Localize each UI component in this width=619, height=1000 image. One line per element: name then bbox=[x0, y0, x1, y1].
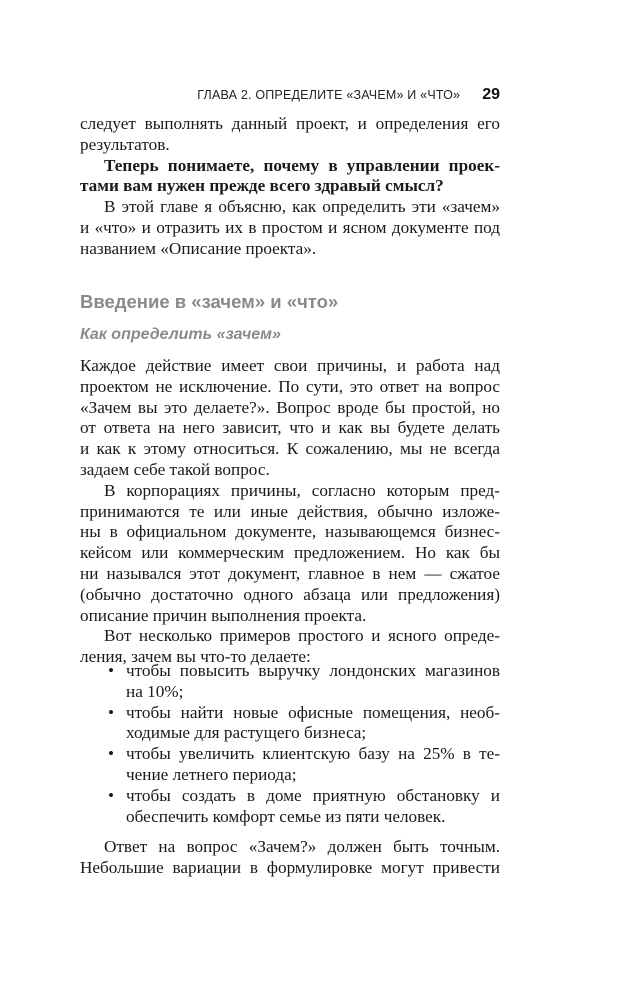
bullet-list bbox=[80, 661, 500, 827]
text-line: проектом не исключение. По сути, это ответ на вопрос bbox=[80, 376, 500, 396]
text-line: чтобы повысить выручку лондонских магазинов bbox=[126, 661, 500, 680]
chapter-title: ГЛАВА 2. ОПРЕДЕЛИТЕ «ЗАЧЕМ» И «ЧТО» bbox=[197, 88, 461, 102]
text-line: от ответа на него зависит, что и как вы будете делать bbox=[80, 418, 500, 438]
paragraph-4 bbox=[80, 837, 500, 879]
text-line: кейсом или коммерческим предложением. Но как бы bbox=[80, 543, 500, 563]
text-line: ни назывался этот документ, главное в нем — сжатое bbox=[80, 563, 500, 583]
list-item bbox=[80, 703, 500, 745]
list-item bbox=[80, 744, 500, 786]
bullet-marker: • bbox=[108, 661, 115, 680]
text-line: результатов. bbox=[80, 134, 170, 154]
text-line: чтобы найти новые офисные помещения, необ- bbox=[126, 702, 500, 722]
text-line: чение летнего периода; bbox=[126, 764, 297, 784]
text-line: Вот несколько примеров простого и ясного опреде- bbox=[104, 626, 500, 646]
list-item bbox=[80, 661, 500, 703]
running-head bbox=[80, 86, 500, 104]
text-line: чтобы создать в доме приятную обстановку и bbox=[126, 785, 500, 805]
sub-heading: Как определить «зачем» bbox=[80, 326, 281, 343]
text-line: Каждое действие имеет свои причины, и работа над bbox=[80, 356, 500, 375]
text-line: и как к этому относиться. К сожалению, мы не всегда bbox=[80, 439, 500, 459]
text-line: В корпорациях причины, согласно которым пред- bbox=[104, 480, 500, 500]
text-line: на 10%; bbox=[126, 681, 184, 701]
text-line: принимаются те или иные действия, обычно изложе- bbox=[80, 501, 500, 521]
text-line: «Зачем вы это делаете?». Вопрос вроде бы простой, но bbox=[80, 397, 500, 417]
bold-line: Теперь понимаете, почему в управлении проек- bbox=[104, 155, 500, 175]
list-item bbox=[80, 786, 500, 828]
text-line: ходимые для растущего бизнеса; bbox=[126, 723, 367, 743]
text-line: ления, зачем вы что-то делаете: bbox=[80, 647, 311, 667]
bold-line: тами вам нужен прежде всего здравый смысл? bbox=[80, 176, 444, 196]
text-line: (обычно достаточно одного абзаца или предложения) bbox=[80, 584, 500, 604]
section-heading: Введение в «зачем» и «что» bbox=[80, 291, 339, 312]
page-number: 29 bbox=[482, 86, 500, 103]
text-line: ны в официальном документе, называющемся бизнес- bbox=[80, 522, 500, 542]
text-line: задаем себе такой вопрос. bbox=[80, 459, 270, 479]
text-line: описание причин выполнения проекта. bbox=[80, 605, 367, 625]
text-line: следует выполнять данный проект, и определения его bbox=[80, 114, 500, 133]
text-line: Небольшие вариации в формулировке могут привести bbox=[80, 857, 500, 877]
paragraph-1 bbox=[80, 356, 500, 668]
text-line: обеспечить комфорт семье из пяти человек. bbox=[126, 806, 446, 826]
bullet-marker: • bbox=[108, 785, 115, 805]
bullet-marker: • bbox=[108, 702, 115, 722]
text-line: названием «Описание проекта». bbox=[80, 238, 317, 258]
bullet-marker: • bbox=[108, 744, 115, 764]
text-line: В этой главе я объясню, как определить эти «зачем» bbox=[104, 197, 500, 217]
text-line: и «что» и отразить их в простом и ясном документе под bbox=[80, 217, 500, 237]
text-line: Ответ на вопрос «Зачем?» должен быть точным. bbox=[104, 837, 500, 856]
text-line: чтобы увеличить клиентскую базу на 25% в те- bbox=[126, 744, 500, 764]
intro-paragraph bbox=[80, 114, 500, 260]
